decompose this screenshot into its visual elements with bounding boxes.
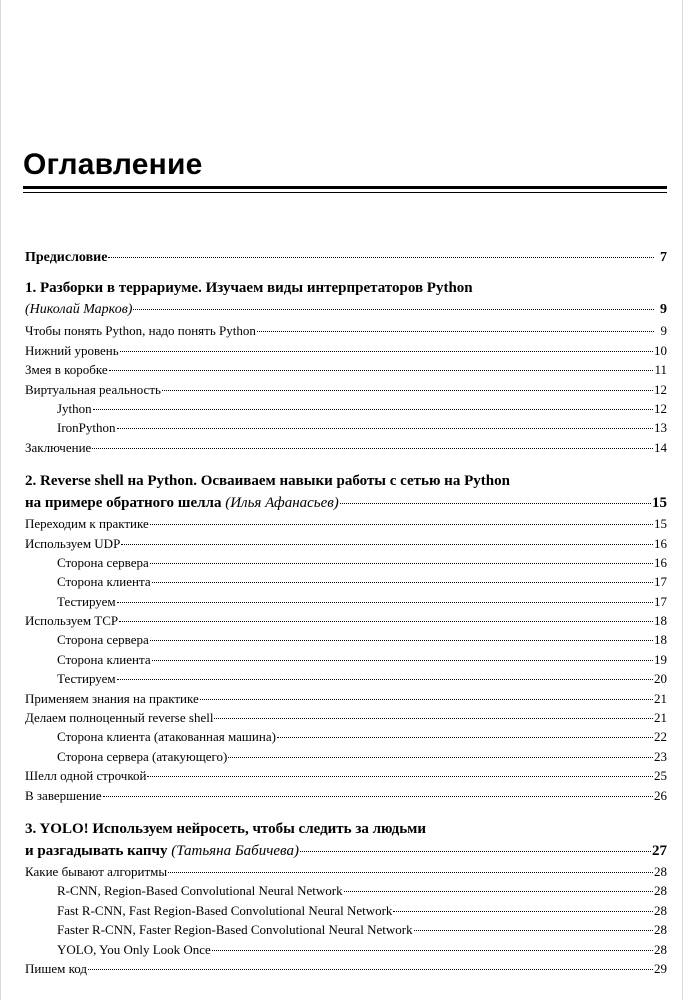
toc-entry-label: Заключение: [25, 439, 92, 455]
dot-leader: [109, 369, 654, 371]
chapter-author: (Николай Марков): [25, 302, 133, 318]
toc-entry-label: YOLO, You Only Look Once: [57, 941, 211, 957]
toc-page-number: 29: [654, 960, 667, 976]
toc-subsection[interactable]: [25, 630, 667, 649]
toc-page-number: 19: [654, 651, 667, 667]
toc-section[interactable]: [25, 514, 667, 533]
toc-entry-label: Виртуальная реальность: [25, 381, 161, 397]
dot-leader: [121, 543, 653, 545]
toc-subsection[interactable]: [25, 669, 667, 688]
toc-page-number: 28: [654, 863, 667, 879]
toc-entry-label: Тестируем: [57, 671, 116, 687]
chapter-heading[interactable]: 2. Reverse shell на Python. Осваиваем навыки работы с сетью на Python: [25, 473, 510, 490]
dot-leader: [150, 639, 653, 641]
dot-leader: [117, 427, 654, 429]
dot-leader: [228, 756, 653, 758]
chapter-author: (Илья Афанасьев): [225, 495, 339, 512]
toc-section[interactable]: [25, 611, 667, 630]
toc-section[interactable]: [25, 321, 667, 340]
dot-leader: [103, 795, 653, 797]
toc-subsection[interactable]: [25, 920, 667, 939]
toc-entry-label: Применяем знания на практике: [25, 690, 199, 706]
toc-page-number: 17: [654, 574, 667, 590]
toc-subsection[interactable]: [25, 592, 667, 611]
dot-leader: [214, 717, 653, 719]
chapter-heading[interactable]: 3. YOLO! Используем нейросеть, чтобы следить за людьми: [25, 820, 427, 837]
toc-entry-label: Сторона клиента: [57, 651, 151, 667]
toc-subsection[interactable]: [25, 399, 667, 418]
dot-leader: [212, 949, 653, 951]
title-rule-thick: [23, 186, 667, 189]
toc-page-number: 21: [654, 690, 667, 706]
toc-page-number: 28: [654, 883, 667, 899]
toc-entry-label: IronPython: [57, 420, 116, 436]
dot-leader: [257, 330, 654, 332]
toc-entry-label: Jython: [57, 400, 92, 416]
toc-section[interactable]: [25, 959, 667, 978]
toc-page-number: 12: [654, 400, 667, 416]
toc-page-number: 9: [660, 323, 667, 339]
toc-entry-label: Faster R-CNN, Faster Region-Based Convolutional Neural Network: [57, 922, 413, 938]
dot-leader: [93, 408, 653, 410]
toc-section[interactable]: [25, 708, 667, 727]
toc-page-number: 25: [654, 768, 667, 784]
table-of-contents: [25, 248, 667, 978]
toc-page-number: 14: [654, 439, 667, 455]
toc-subsection[interactable]: [25, 901, 667, 920]
chapter-spacer: [25, 805, 667, 819]
toc-page-number: 18: [654, 632, 667, 648]
dot-leader: [414, 929, 653, 931]
dot-leader: [119, 620, 653, 622]
toc-section[interactable]: [25, 534, 667, 553]
toc-page-number: 15: [654, 516, 667, 532]
dot-leader: [133, 308, 654, 310]
toc-page-number: 28: [654, 902, 667, 918]
toc-page-number: 13: [654, 420, 667, 436]
toc-preface[interactable]: [25, 248, 667, 267]
toc-entry-label: Нижний уровень: [25, 342, 119, 358]
toc-entry-label: Чтобы понять Python, надо понять Python: [25, 323, 256, 339]
toc-entry-label: Сторона сервера: [57, 554, 149, 570]
toc-page-number: 11: [654, 362, 667, 378]
dot-leader: [150, 523, 653, 525]
dot-leader: [340, 502, 651, 504]
toc-entry-label: Какие бывают алгоритмы: [25, 863, 168, 879]
toc-subsection[interactable]: [25, 650, 667, 669]
toc-entry-label: Сторона клиента (атакованная машина): [57, 729, 276, 745]
dot-leader: [200, 698, 653, 700]
toc-entry-label: Делаем полноценный reverse shell: [25, 710, 214, 726]
chapter-heading-line2: на примере обратного шелла: [25, 495, 222, 512]
toc-entry-label: Сторона сервера (атакующего): [57, 748, 228, 764]
dot-leader: [92, 447, 653, 449]
dot-leader: [152, 659, 653, 661]
dot-leader: [393, 910, 653, 912]
toc-page-number: 16: [654, 554, 667, 570]
toc-entry-label: Сторона клиента: [57, 574, 151, 590]
chapter-heading-continued[interactable]: [25, 492, 667, 514]
chapter-author-line[interactable]: [25, 299, 667, 321]
toc-entry-label: Змея в коробке: [25, 362, 108, 378]
toc-entry-label: Используем TCP: [25, 613, 119, 629]
dot-leader: [277, 736, 653, 738]
dot-leader: [108, 256, 654, 258]
chapter-spacer: [25, 267, 667, 278]
dot-leader: [168, 871, 653, 873]
toc-page-number: 28: [654, 941, 667, 957]
toc-page-number: 10: [654, 342, 667, 358]
toc-page-number: 27: [652, 842, 667, 859]
toc-entry-label: Используем UDP: [25, 535, 121, 551]
chapter-spacer: [25, 457, 667, 471]
toc-page-number: 17: [654, 593, 667, 609]
dot-leader: [147, 775, 653, 777]
toc-subsection[interactable]: [25, 572, 667, 591]
toc-chapter: [25, 819, 667, 978]
toc-page-number: 21: [654, 710, 667, 726]
toc-subsection[interactable]: [25, 940, 667, 959]
toc-chapter: [25, 471, 667, 805]
toc-subsection[interactable]: [25, 553, 667, 572]
dot-leader: [117, 678, 653, 680]
toc-entry-label: Сторона сервера: [57, 632, 149, 648]
toc-entry-label: Тестируем: [57, 593, 116, 609]
toc-subsection[interactable]: [25, 727, 667, 746]
toc-chapters: [25, 267, 667, 978]
page-title: Оглавление: [23, 148, 203, 181]
toc-page-number: 20: [654, 671, 667, 687]
dot-leader: [152, 581, 653, 583]
toc-entry-label: Предисловие: [25, 250, 108, 265]
toc-page-number: 9: [660, 302, 667, 318]
toc-section[interactable]: [25, 786, 667, 805]
chapter-heading-continued[interactable]: [25, 840, 667, 862]
chapter-author: (Татьяна Бабичева): [171, 842, 299, 859]
dot-leader: [150, 562, 653, 564]
toc-page-number: 12: [654, 381, 667, 397]
toc-page-number: 7: [660, 250, 667, 265]
toc-section[interactable]: [25, 341, 667, 360]
dot-leader: [88, 968, 653, 970]
toc-section[interactable]: [25, 438, 667, 457]
toc-page-number: 16: [654, 535, 667, 551]
toc-page-number: 18: [654, 613, 667, 629]
toc-entry-label: Шелл одной строчкой: [25, 768, 147, 784]
toc-section[interactable]: [25, 380, 667, 399]
toc-entry-label: R-CNN, Region-Based Convolutional Neural Network: [57, 883, 343, 899]
toc-page-number: 28: [654, 922, 667, 938]
toc-entry-label: Fast R-CNN, Fast Region-Based Convolutional Neural Network: [57, 902, 393, 918]
dot-leader: [120, 350, 653, 352]
toc-entry-label: В завершение: [25, 787, 102, 803]
toc-page-number: 22: [654, 729, 667, 745]
toc-page-number: 23: [654, 748, 667, 764]
toc-subsection[interactable]: [25, 747, 667, 766]
dot-leader: [117, 601, 653, 603]
toc-section[interactable]: [25, 689, 667, 708]
toc-entry-label: Пишем код: [25, 960, 87, 976]
dot-leader: [344, 890, 653, 892]
toc-section[interactable]: [25, 862, 667, 881]
chapter-heading-line2: и разгадывать капчу: [25, 842, 168, 859]
chapter-heading[interactable]: 1. Разборки в террариуме. Изучаем виды интерпретаторов Python: [25, 280, 473, 297]
title-rule-thin: [23, 192, 667, 193]
toc-section[interactable]: [25, 360, 667, 379]
toc-section[interactable]: [25, 766, 667, 785]
toc-page-number: 26: [654, 787, 667, 803]
toc-entry-label: Переходим к практике: [25, 516, 149, 532]
toc-chapter: [25, 278, 667, 457]
toc-subsection[interactable]: [25, 881, 667, 900]
dot-leader: [300, 850, 651, 852]
dot-leader: [162, 389, 653, 391]
toc-page-number: 15: [652, 495, 667, 512]
toc-subsection[interactable]: [25, 418, 667, 437]
